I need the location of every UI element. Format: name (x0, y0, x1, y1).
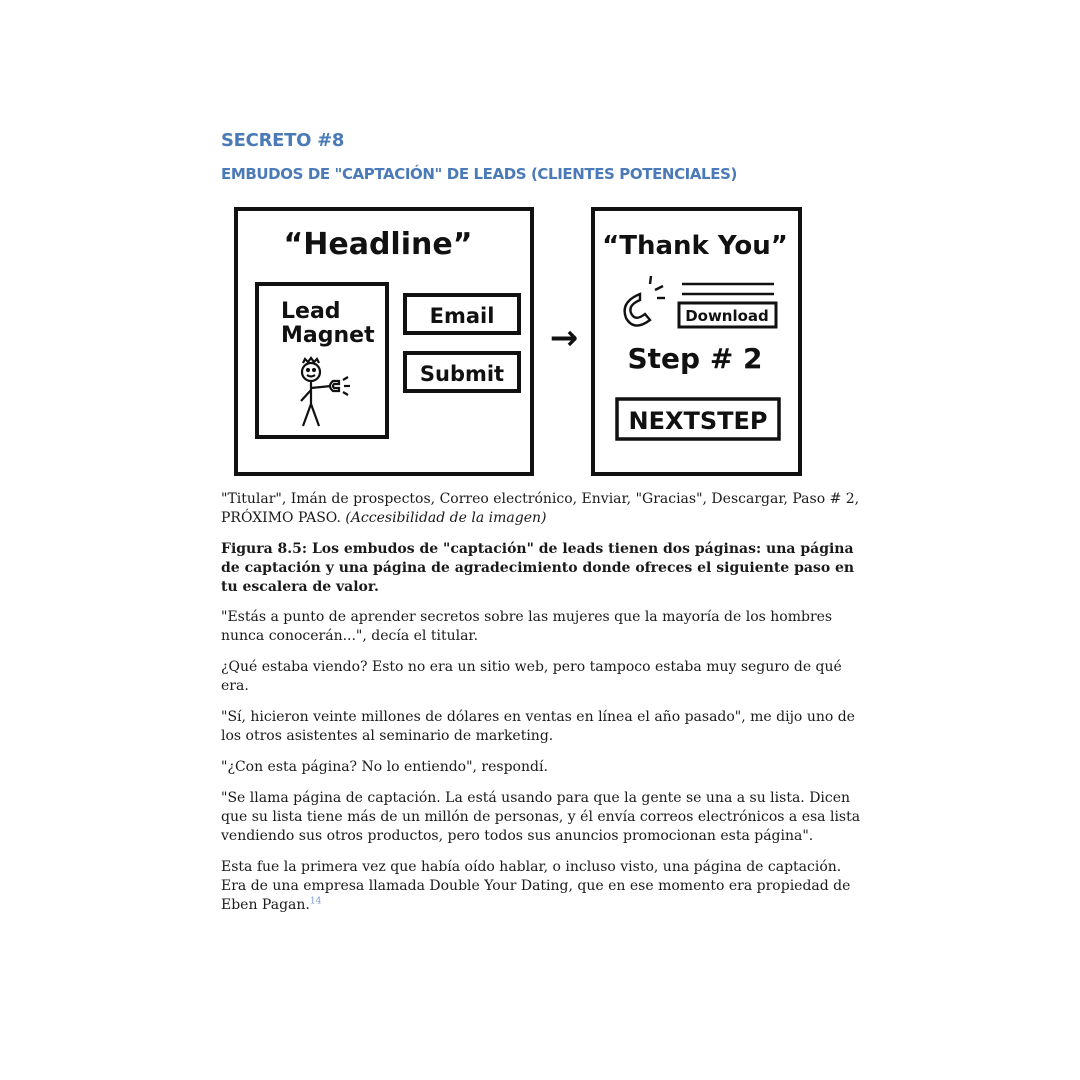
email-label: Email (429, 304, 495, 328)
chapter-title: EMBUDOS DE "CAPTACIÓN" DE LEADS (CLIENTES POTENCIALES) (221, 165, 737, 183)
paragraph: "Sí, hicieron veinte millones de dólares en ventas en línea el año pasado", me dijo uno de los otros asistentes al seminario de marketing. (221, 709, 855, 744)
funnel-figure (233, 206, 805, 478)
figure-caption: Figura 8.5: Los embudos de "captación" de leads tienen dos páginas: una página de captación y una página de agradecimiento donde ofreces el siguiente paso en tu escalera de valor. (221, 541, 855, 595)
step-two-label: Step # 2 (627, 342, 763, 375)
arrow-icon: → (549, 318, 579, 358)
paragraph: "Estás a punto de aprender secretos sobre las mujeres que la mayoría de los hombres nunca conocerán...", decía el titular. (221, 609, 833, 644)
headline-text: “Headline” (283, 227, 473, 262)
footnote-reference[interactable]: 14 (309, 896, 322, 907)
funnel-diagram (233, 206, 805, 478)
body-text (221, 490, 861, 927)
accessibility-link[interactable]: (Accesibilidad de la imagen) (345, 510, 547, 526)
next-step-label: NEXTSTEP (628, 407, 768, 435)
paragraph: ¿Qué estaba viendo? Esto no era un sitio web, pero tampoco estaba muy seguro de qué era. (221, 659, 842, 694)
submit-label: Submit (419, 362, 505, 386)
page-header (221, 130, 861, 195)
paragraph-text: Esta fue la primera vez que había oído hablar, o incluso visto, una página de captación. Era de una empresa llamada Double Your Dating, que en ese momento era propiedad de Eben Pagan. (221, 859, 851, 913)
thank-you-text: “Thank You” (602, 231, 788, 261)
lead-magnet-line1: Lead (281, 299, 341, 324)
secret-title: SECRETO #8 (221, 130, 345, 151)
download-label: Download (685, 307, 769, 325)
paragraph: "¿Con esta página? No lo entiendo", respondí. (221, 759, 548, 775)
alt-text-main: "Titular", Imán de prospectos, Correo electrónico, Enviar, "Gracias", Descargar, Paso # 2, PRÓXIMO PASO. (221, 491, 860, 526)
paragraph-last (221, 858, 861, 915)
paragraph: "Se llama página de captación. La está usando para que la gente se una a su lista. Dicen que su lista tiene más de un millón de personas, y él envía correos electrónicos a esa lista vendiendo sus otros productos, pero todos sus anuncios promocionan esta página". (221, 790, 861, 844)
lead-magnet-line2: Magnet (281, 323, 375, 348)
image-alt-text (221, 490, 861, 528)
